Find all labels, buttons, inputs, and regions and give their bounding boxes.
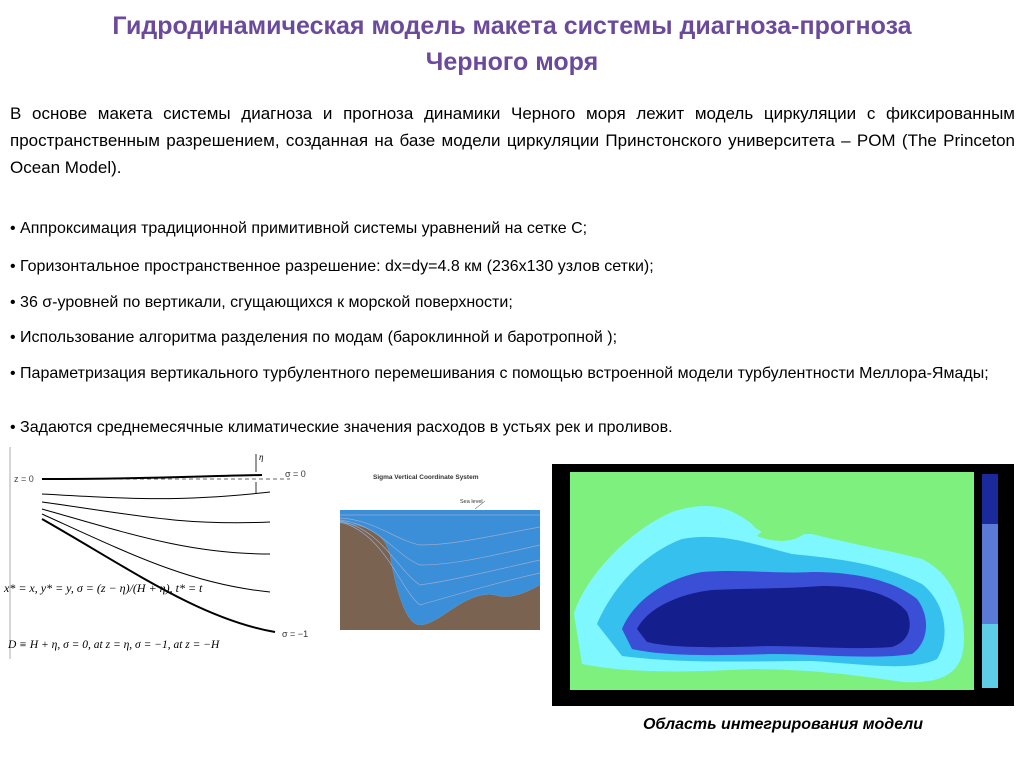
black-sea-domain-map xyxy=(552,464,1014,706)
bullet-item: • Использование алгоритма разделения по модам (бароклинной и баротропной ); xyxy=(10,329,618,346)
figure-mid-title: Sigma Vertical Coordinate System xyxy=(373,474,479,481)
color-bar-shallow-segment xyxy=(982,624,998,688)
bullet-item: • Аппроксимация традиционной примитивной системы уравнений на сетке С; xyxy=(10,220,588,237)
label-sigma-0: σ = 0 xyxy=(285,469,306,479)
formula-boundary: D ≡ H + η, σ = 0, at z = η, σ = −1, at z = −H xyxy=(8,639,220,651)
bullet-item: • 36 σ-уровней по вертикали, сгущающихся к морской поверхности; xyxy=(10,294,513,311)
intro-paragraph: В основе макета системы диагноза и прогноза динамики Черного моря лежит модель циркуляции с фиксированным пространственным разрешением, созданная на базе модели циркуляции Принстонского университета – POM (The Princeton Ocean Model). xyxy=(10,104,1015,177)
sigma-level-line xyxy=(42,492,270,499)
slide-title xyxy=(0,8,1024,80)
bottom-boundary-line xyxy=(42,519,275,632)
sea-level-label: Sea level xyxy=(460,499,483,505)
bullet-item: • Горизонтальное пространственное разрешение: dx=dy=4.8 км (236х130 узлов сетки); xyxy=(10,258,654,275)
sigma-level-line xyxy=(42,502,270,523)
bullet-item: • Задаются среднемесячные климатические значения расходов в устьях рек и проливов. xyxy=(10,419,673,436)
sigma-vertical-coordinate-figure xyxy=(335,465,545,630)
label-sigma-minus-1: σ = −1 xyxy=(282,629,309,639)
free-surface-line xyxy=(42,475,262,479)
color-bar-deep-segment xyxy=(982,474,998,524)
sigma-level-line xyxy=(42,509,270,554)
title-line-1: Гидродинамическая модель макета системы диагноза-прогноза xyxy=(112,12,912,40)
sigma-schematic-figure xyxy=(0,444,330,664)
map-caption: Область интегрирования модели xyxy=(642,716,924,733)
label-z0: z = 0 xyxy=(14,474,34,484)
title-line-2: Черного моря xyxy=(425,48,599,76)
label-eta: η xyxy=(259,452,264,462)
formula-sigma: x* = x, y* = y, σ = (z − η)/(H + η), t* = t xyxy=(4,581,203,595)
bullet-item: • Параметризация вертикального турбулентного перемешивания с помощью встроенной модели турбулентности Меллора-Ямады; xyxy=(10,365,989,382)
